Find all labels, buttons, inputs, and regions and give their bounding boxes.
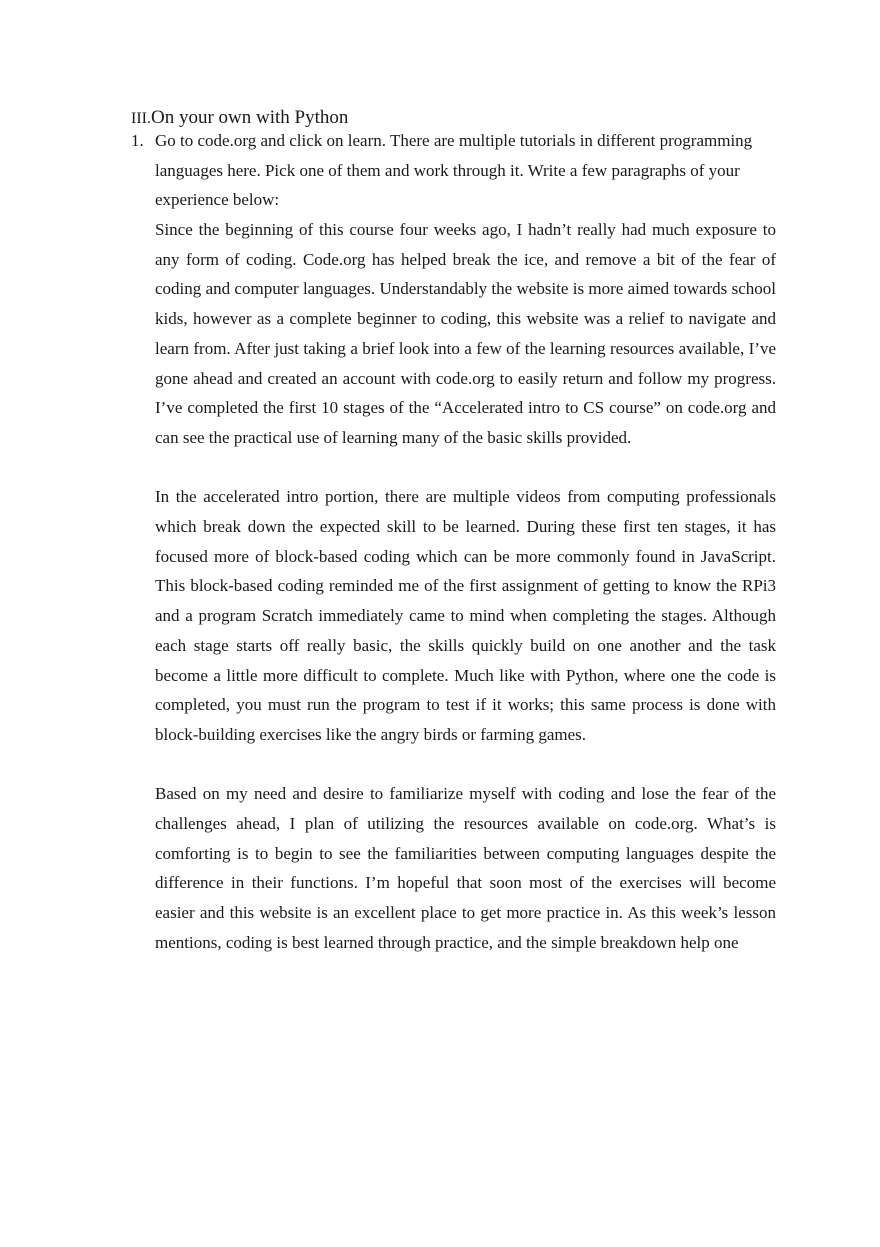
section-title: On your own with Python [150, 107, 349, 128]
question-number: 1. [131, 131, 144, 150]
answer-paragraph: Since the beginning of this course four weeks ago, I hadn’t really had much exposure to any form of coding. Code.org has helped break the ice, and remove a bit of the fear of coding and computer languages. Understandably the website is more aimed towards school kids, however as a complete beginner to coding, this website was a relief to navigate and learn from. After just taking a brief look into a few of the learning resources available, I’ve gone ahead and created an account with code.org to easily return and follow my progress. I’ve completed the first 10 stages of the “Accelerated intro to CS course” on code.org and can see the practical use of learning many of the basic skills provided. [155, 220, 776, 447]
section-number: III. [131, 110, 151, 127]
answer-paragraph: In the accelerated intro portion, there are multiple videos from computing professionals which break down the expected skill to be learned. During these first ten stages, it has focused more of block-based coding which can be more commonly found in JavaScript. This block-based coding reminded me of the first assignment of getting to know the RPi3 and a program Scratch immediately came to mind when completing the stages. Although each stage starts off really basic, the skills quickly build on one another and the task become a little more difficult to complete. Much like with Python, where one the code is completed, you must run the program to test if it works; this same process is done with block-building exercises like the angry birds or farming games. [155, 487, 776, 744]
question-prompt: Go to code.org and click on learn. There are multiple tutorials in different programming languages here. Pick one of them and work through it. Write a few paragraphs of your experience below: [155, 131, 753, 210]
answer-text [155, 215, 776, 958]
answer-paragraph: Based on my need and desire to familiarize myself with coding and lose the fear of the challenges ahead, I plan of utilizing the resources available on code.org. What’s is comforting is to begin to see the familiarities between computing languages despite the difference in their functions. I’m hopeful that soon most of the exercises will become easier and this website is an excellent place to get more practice in. As this week’s lesson mentions, coding is best learned through practice, and the simple breakdown help one [155, 784, 776, 952]
